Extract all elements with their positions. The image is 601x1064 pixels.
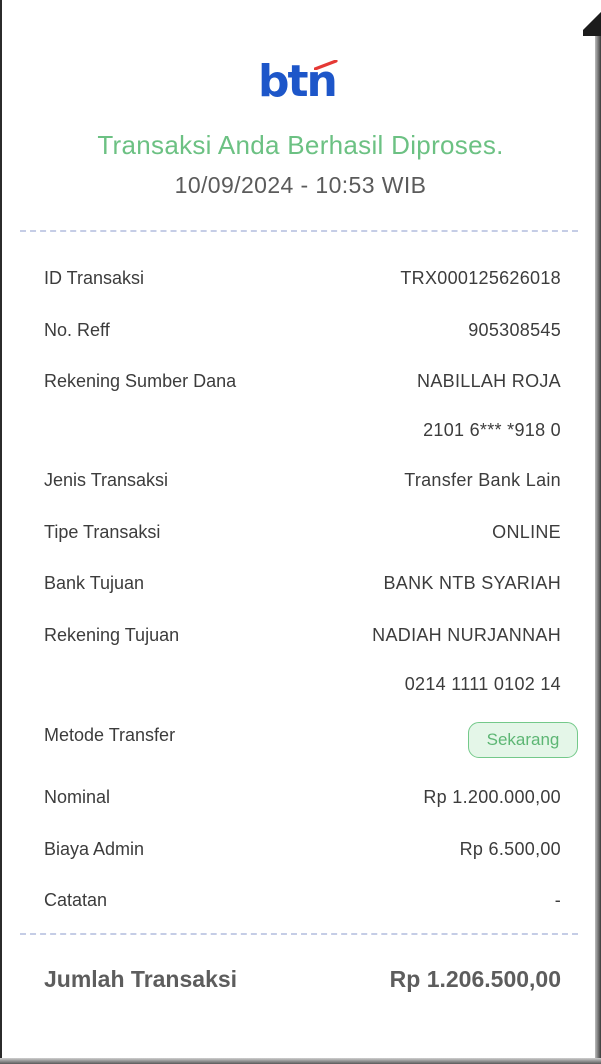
value-no-reff: 905308545 — [468, 320, 561, 340]
label-bank-tujuan: Bank Tujuan — [44, 573, 145, 593]
total-label: Jumlah Transaksi — [44, 966, 238, 992]
frame-bottom-edge — [0, 1058, 601, 1064]
value-rekening-tujuan-name: NADIAH NURJANNAH — [372, 625, 561, 645]
label-biaya-admin: Biaya Admin — [44, 839, 145, 859]
value-rekening-sumber-number: 2101 6*** *918 0 — [423, 420, 561, 440]
label-metode-transfer: Metode Transfer — [44, 725, 176, 745]
divider-bottom — [20, 933, 578, 935]
logo-text: btn — [258, 56, 336, 107]
label-jenis-transaksi: Jenis Transaksi — [44, 470, 169, 490]
value-tipe-transaksi: ONLINE — [492, 522, 561, 542]
value-rekening-sumber-name: NABILLAH ROJA — [417, 371, 561, 391]
transaction-datetime: 10/09/2024 - 10:53 WIB — [174, 172, 427, 198]
divider-top — [20, 230, 578, 232]
value-bank-tujuan: BANK NTB SYARIAH — [383, 573, 561, 593]
label-nominal: Nominal — [44, 787, 111, 807]
label-catatan: Catatan — [44, 890, 108, 910]
success-title: Transaksi Anda Berhasil Diproses. — [97, 130, 504, 160]
value-nominal: Rp 1.200.000,00 — [423, 787, 561, 807]
btn-logo — [258, 58, 342, 106]
label-rekening-tujuan: Rekening Tujuan — [44, 625, 180, 645]
label-id-transaksi: ID Transaksi — [44, 268, 145, 288]
value-id-transaksi: TRX000125626018 — [400, 268, 561, 288]
value-jenis-transaksi: Transfer Bank Lain — [404, 470, 561, 490]
frame-corner — [583, 0, 601, 36]
label-no-reff: No. Reff — [44, 320, 110, 340]
logo-swoosh-icon — [314, 60, 338, 70]
value-rekening-tujuan-number: 0214 1111 0102 14 — [404, 674, 561, 694]
label-rekening-sumber: Rekening Sumber Dana — [44, 371, 237, 391]
value-catatan: - — [554, 890, 561, 910]
label-tipe-transaksi: Tipe Transaksi — [44, 522, 161, 542]
metode-transfer-badge: Sekarang — [468, 722, 578, 758]
value-biaya-admin: Rp 6.500,00 — [459, 839, 561, 859]
total-value: Rp 1.206.500,00 — [389, 966, 561, 992]
